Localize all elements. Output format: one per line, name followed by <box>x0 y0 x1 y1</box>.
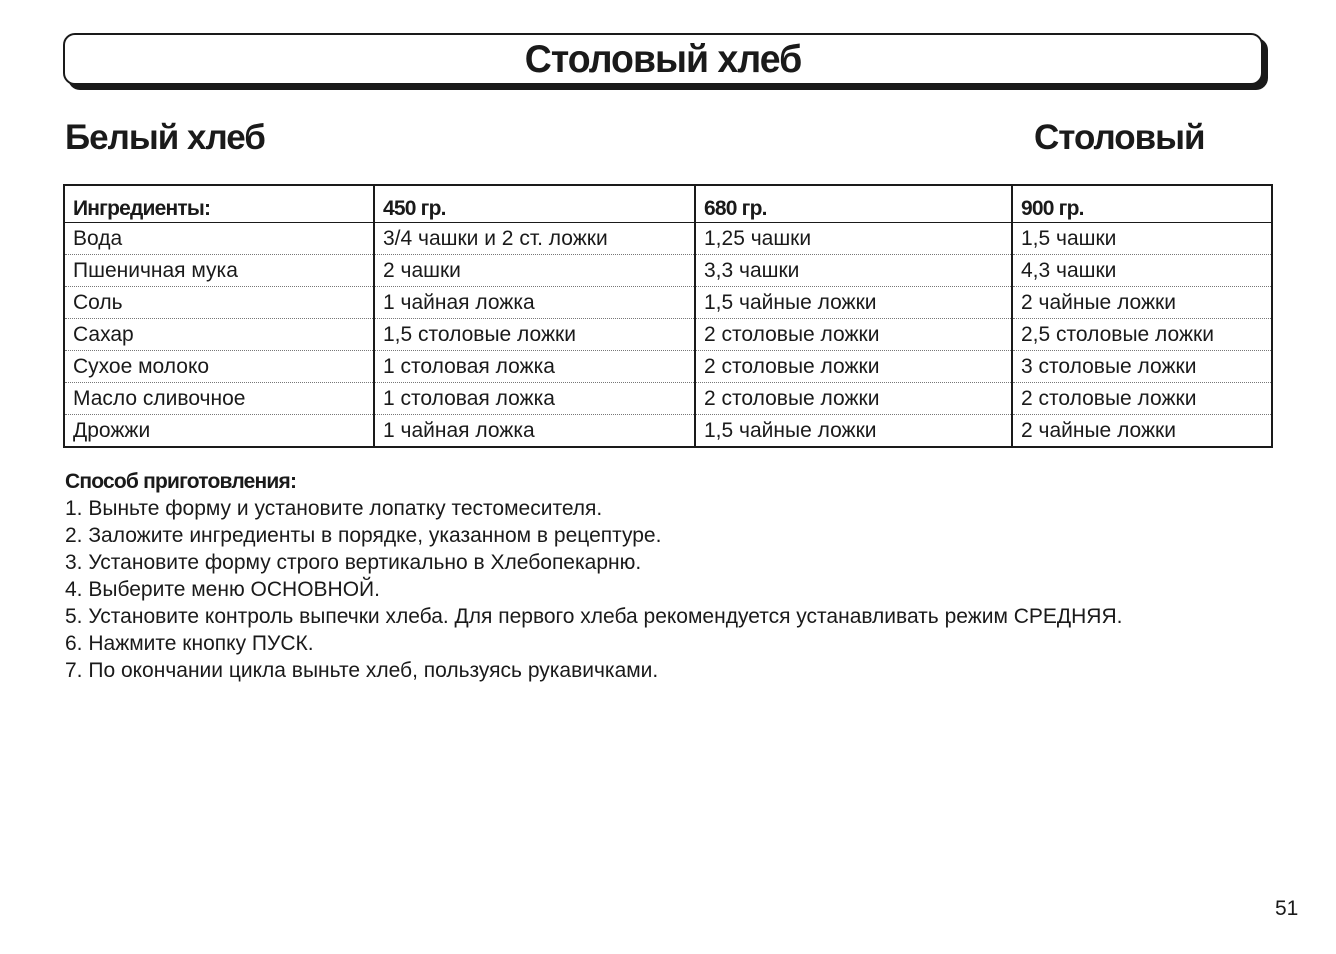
method-title: Способ приготовления: <box>65 470 297 493</box>
method-steps <box>65 495 1122 684</box>
amount-450g: 1,5 столовые ложки <box>374 319 695 351</box>
amount-900g: 1,5 чашки <box>1012 223 1272 255</box>
method-step: 7. По окончании цикла выньте хлеб, пользуясь рукавичками. <box>65 659 659 682</box>
amount-680g: 1,5 чайные ложки <box>695 287 1012 319</box>
table-row <box>64 223 1272 255</box>
table-row <box>64 351 1272 383</box>
table-row <box>64 319 1272 351</box>
header-680g: 680 гр. <box>695 185 1012 223</box>
bread-type-heading: Белый хлеб <box>65 118 265 157</box>
preparation-method <box>65 468 1122 684</box>
page-title: Столовый хлеб <box>524 37 802 81</box>
amount-900g: 2 столовые ложки <box>1012 383 1272 415</box>
method-step: 3. Установите форму строго вертикально в Хлебопекарню. <box>65 551 642 574</box>
ingredients-table <box>63 184 1273 448</box>
table-row <box>64 415 1272 448</box>
amount-900g: 2,5 столовые ложки <box>1012 319 1272 351</box>
ingredient-name: Сахар <box>64 319 374 351</box>
amount-680g: 2 столовые ложки <box>695 383 1012 415</box>
header-ingredients: Ингредиенты: <box>64 185 374 223</box>
table-header-row <box>64 185 1272 223</box>
table-row <box>64 287 1272 319</box>
amount-680g: 1,5 чайные ложки <box>695 415 1012 448</box>
page-number: 51 <box>1275 897 1299 920</box>
program-heading: Столовый <box>1034 118 1205 157</box>
ingredient-name: Пшеничная мука <box>64 255 374 287</box>
table-row <box>64 255 1272 287</box>
ingredient-name: Дрожжи <box>73 418 151 442</box>
amount-450g: 1 столовая ложка <box>374 383 695 415</box>
header-450g: 450 гр. <box>374 185 695 223</box>
amount-680g: 3,3 чашки <box>695 255 1012 287</box>
ingredient-name: Соль <box>64 287 374 319</box>
method-step: 1. Выньте форму и установите лопатку тестомесителя. <box>65 497 603 520</box>
amount-450g: 3/4 чашки и 2 ст. ложки <box>374 223 695 255</box>
amount-900g: 4,3 чашки <box>1012 255 1272 287</box>
amount-450g: 1 столовая ложка <box>374 351 695 383</box>
amount-450g: 1 чайная ложка <box>374 287 695 319</box>
page-title-box <box>63 33 1263 85</box>
amount-680g: 2 столовые ложки <box>695 351 1012 383</box>
ingredient-name: Масло сливочное <box>64 383 374 415</box>
method-step: 5. Установите контроль выпечки хлеба. Для первого хлеба рекомендуется устанавливать режим СРЕДНЯЯ. <box>65 605 1123 628</box>
header-900g: 900 гр. <box>1012 185 1272 223</box>
amount-450g: 2 чашки <box>374 255 695 287</box>
ingredient-name: Вода <box>64 223 374 255</box>
amount-450g: 1 чайная ложка <box>374 415 695 448</box>
method-step: 4. Выберите меню ОСНОВНОЙ. <box>65 578 380 601</box>
method-step: 6. Нажмите кнопку ПУСК. <box>65 632 314 655</box>
amount-680g: 2 столовые ложки <box>695 319 1012 351</box>
table-row <box>64 383 1272 415</box>
amount-900g: 2 чайные ложки <box>1012 415 1272 448</box>
amount-680g: 1,25 чашки <box>695 223 1012 255</box>
amount-900g: 2 чайные ложки <box>1012 287 1272 319</box>
amount-900g: 3 столовые ложки <box>1012 351 1272 383</box>
ingredient-name: Сухое молоко <box>64 351 374 383</box>
method-step: 2. Заложите ингредиенты в порядке, указанном в рецептуре. <box>65 524 662 547</box>
